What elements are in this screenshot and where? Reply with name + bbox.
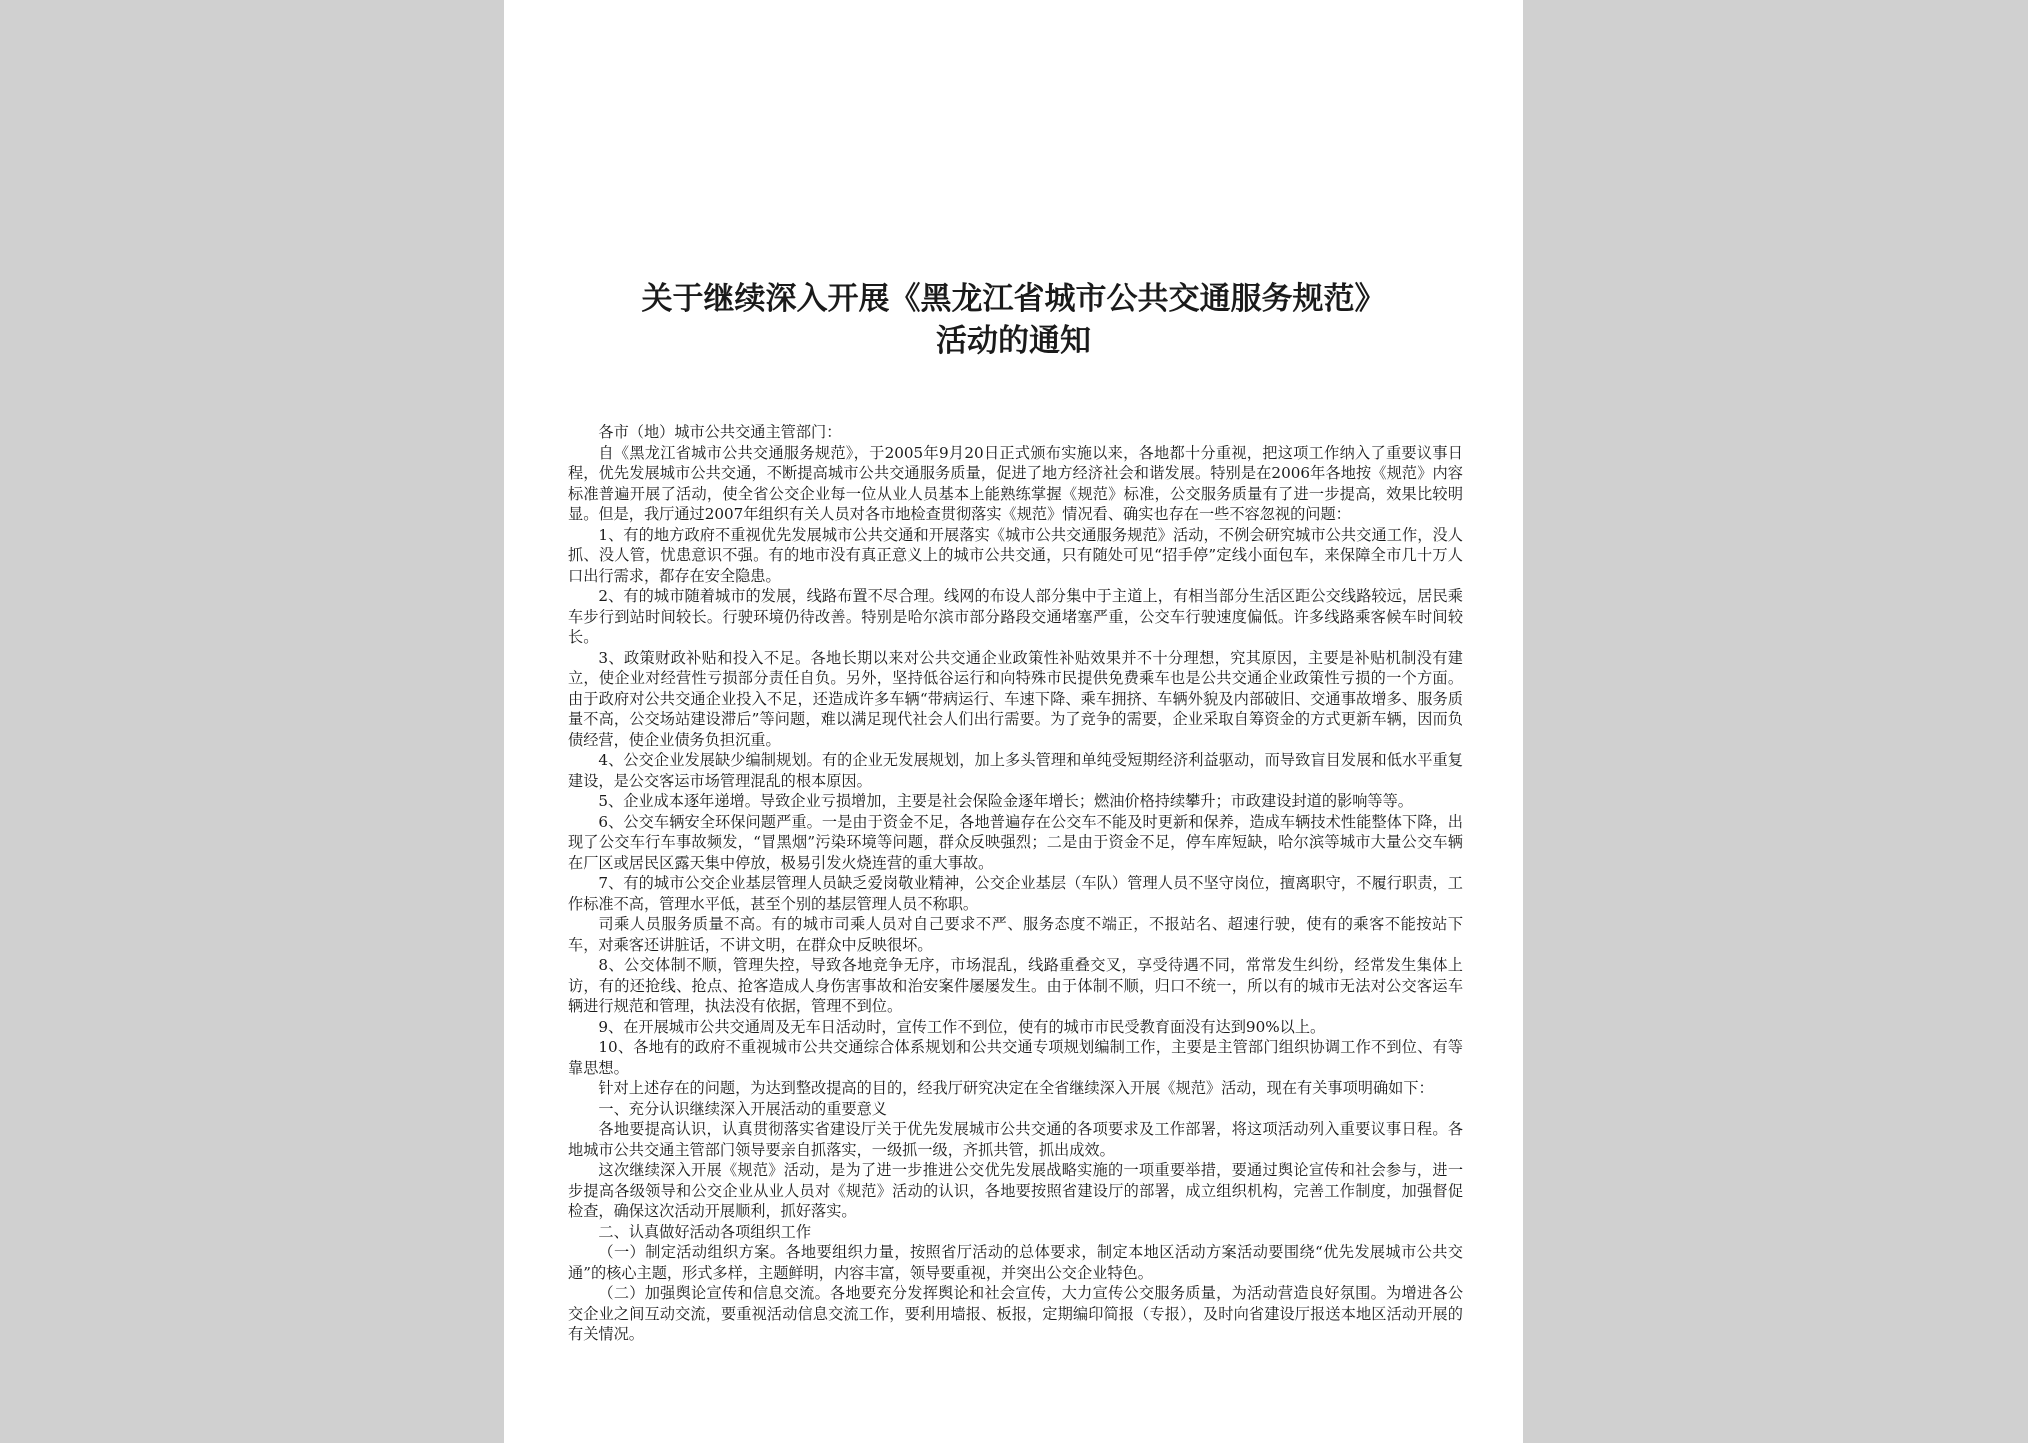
paragraph: 4、公交企业发展缺少编制规划。有的企业无发展规划，加上多头管理和单纯受短期经济利益驱动，而导致盲目发展和低水平重复建设，是公交客运市场管理混乱的根本原因。: [568, 751, 1463, 790]
section-heading: 一、充分认识继续深入开展活动的重要意义: [598, 1099, 887, 1118]
paragraph: 5、企业成本逐年递增。导致企业亏损增加，主要是社会保险金逐年增长；燃油价格持续攀升；市政建设封道的影响等等。: [598, 792, 1413, 810]
paragraph: （一）制定活动组织方案。各地要组织力量，按照省厅活动的总体要求，制定本地区活动方案活动要围绕“优先发展城市公共交通”的核心主题，形式多样，主题鲜明，内容丰富，领导要重视，并突出公交企业特色。: [568, 1243, 1463, 1282]
title-line-1: 关于继续深入开展《黑龙江省城市公共交通服务规范》: [641, 281, 1386, 317]
title-line-2: 活动的通知: [936, 323, 1091, 359]
paragraph: 6、公交车辆安全环保问题严重。一是由于资金不足，各地普遍存在公交车不能及时更新和保养，造成车辆技术性能整体下降，出现了公交车行车事故频发，“冒黑烟”污染环境等问题，群众反映强烈；二是由于资金不足，停车库短缺，哈尔滨等城市大量公交车辆在厂区或居民区露天集中停放，极易引发火烧连营的重大事故。: [568, 812, 1463, 872]
paragraph: 8、公交体制不顺，管理失控，导致各地竞争无序，市场混乱，线路重叠交叉，享受待遇不同，常常发生纠纷，经常发生集体上访，有的还抢线、抢点、抢客造成人身伤害事故和治安案件屡屡发生。由于体制不顺，归口不统一，所以有的城市无法对公交客运车辆进行规范和管理，执法没有依据，管理不到位。: [568, 956, 1463, 1015]
paragraph: 1、有的地方政府不重视优先发展城市公共交通和开展落实《城市公共交通服务规范》活动，不例会研究城市公共交通工作，没人抓、没人管，忧患意识不强。有的地市没有真正意义上的城市公共交通，只有随处可见“招手停”定线小面包车，来保障全市几十万人口出行需求，都存在安全隐患。: [568, 525, 1463, 585]
paragraph: 7、有的城市公交企业基层管理人员缺乏爱岗敬业精神，公交企业基层（车队）管理人员不坚守岗位，擅离职守，不履行职责，工作标准不高，管理水平低，甚至个别的基层管理人员不称职。: [568, 874, 1463, 913]
document-page: [504, 0, 1523, 1443]
document-body: [564, 422, 1463, 1345]
paragraph: 3、政策财政补贴和投入不足。各地长期以来对公共交通企业政策性补贴效果并不十分理想，究其原因，主要是补贴机制没有建立，使企业对经营性亏损部分责任自负。另外，坚持低谷运行和向特殊市民提供免费乘车也是公共交通企业政策性亏损的一个方面。由于政府对公共交通企业投入不足，还造成许多车辆“带病运行、车速下降、乘车拥挤、车辆外貌及内部破旧、交通事故增多、服务质量不高，公交场站建设滞后”等问题，难以满足现代社会人们出行需要。为了竞争的需要，企业采取自筹资金的方式更新车辆，因而负债经营，使企业债务负担沉重。: [568, 648, 1463, 749]
paragraph: 2、有的城市随着城市的发展，线路布置不尽合理。线网的布设人部分集中于主道上，有相当部分生活区距公交线路较远，居民乘车步行到站时间较长。行驶环境仍待改善。特别是哈尔滨市部分路段交通堵塞严重，公交车行驶速度偏低。许多线路乘客候车时间较长。: [568, 587, 1463, 646]
paragraph: 这次继续深入开展《规范》活动，是为了进一步推进公交优先发展战略实施的一项重要举措，要通过舆论宣传和社会参与，进一步提高各级领导和公交企业从业人员对《规范》活动的认识，各地要按照省建设厅的部署，成立组织机构，完善工作制度，加强督促检查，确保这次活动开展顺利，抓好落实。: [568, 1161, 1463, 1220]
section-heading: 二、认真做好活动各项组织工作: [598, 1222, 812, 1241]
paragraph: 司乘人员服务质量不高。有的城市司乘人员对自己要求不严、服务态度不端正，不报站名、超速行驶，使有的乘客不能按站下车，对乘客还讲脏话，不讲文明，在群众中反映很坏。: [568, 915, 1463, 954]
salutation: 各市（地）城市公共交通主管部门：: [598, 423, 842, 441]
document-title: [564, 278, 1463, 362]
paragraph: 针对上述存在的问题，为达到整改提高的目的，经我厅研究决定在全省继续深入开展《规范》活动，现在有关事项明确如下：: [598, 1079, 1434, 1097]
paragraph: 各地要提高认识，认真贯彻落实省建设厅关于优先发展城市公共交通的各项要求及工作部署，将这项活动列入重要议事日程。各地城市公共交通主管部门领导要亲自抓落实，一级抓一级，齐抓共管，抓出成效。: [568, 1120, 1463, 1159]
paragraph: （二）加强舆论宣传和信息交流。各地要充分发挥舆论和社会宣传，大力宣传公交服务质量，为活动营造良好氛围。为增进各公交企业之间互动交流，要重视活动信息交流工作，要利用墙报、板报，定期编印简报（专报），及时向省建设厅报送本地区活动开展的有关情况。: [568, 1284, 1463, 1343]
paragraph: 9、在开展城市公共交通周及无车日活动时，宣传工作不到位，使有的城市市民受教育面没有达到90%以上。: [598, 1017, 1326, 1036]
paragraph: 10、各地有的政府不重视城市公共交通综合体系规划和公共交通专项规划编制工作，主要是主管部门组织协调工作不到位、有等靠思想。: [568, 1038, 1463, 1077]
paragraph: 自《黑龙江省城市公共交通服务规范》，于2005年9月20日正式颁布实施以来，各地都十分重视，把这项工作纳入了重要议事日程，优先发展城市公共交通，不断提高城市公共交通服务质量，促进了地方经济社会和谐发展。特别是在2006年各地按《规范》内容标准普遍开展了活动，使全省公交企业每一位从业人员基本上能熟练掌握《规范》标准，公交服务质量有了进一步提高，效果比较明显。但是，我厅通过2007年组织有关人员对各市地检查贯彻落实《规范》情况看、确实也存在一些不容忽视的问题：: [568, 443, 1463, 523]
